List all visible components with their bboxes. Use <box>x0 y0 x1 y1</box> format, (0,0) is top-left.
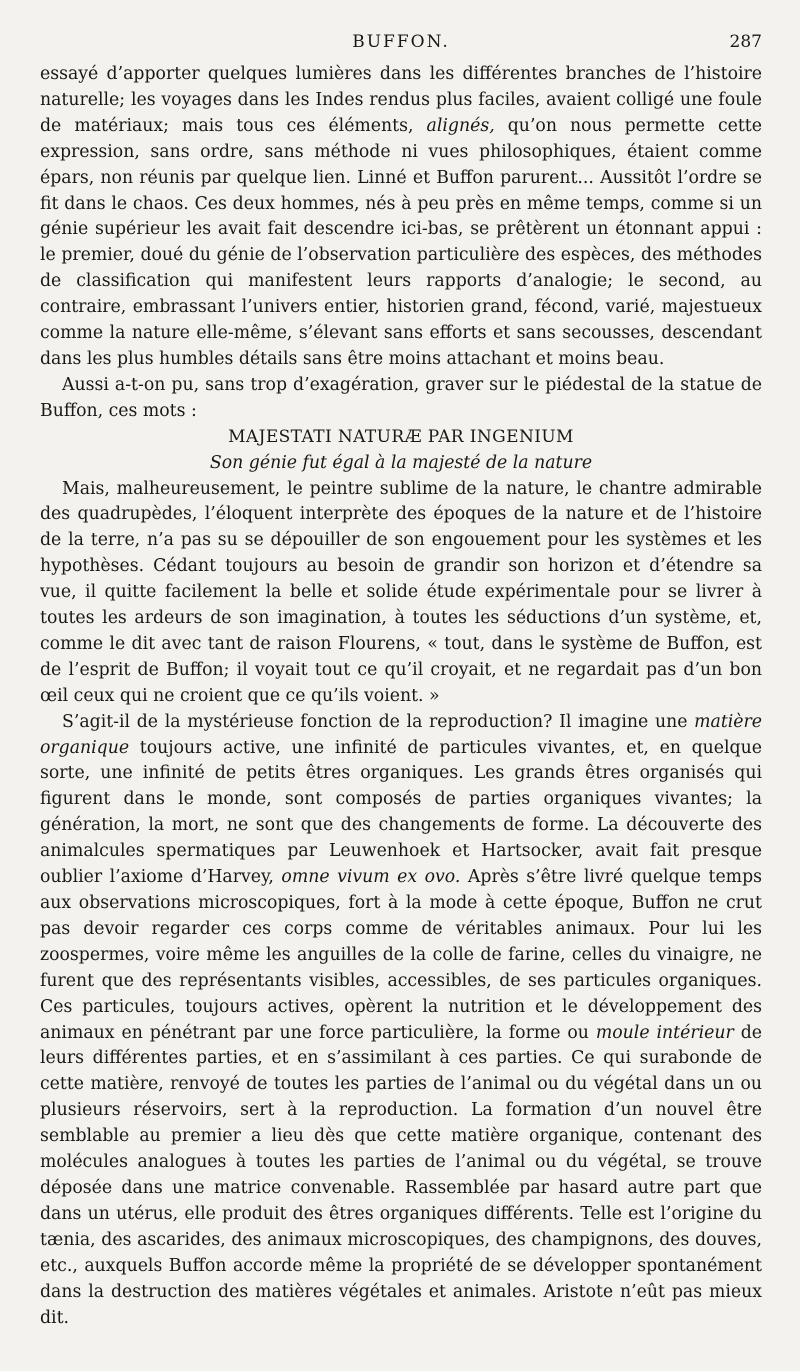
paragraph-4 <box>40 710 762 1332</box>
paragraph-4-emphasis-3: moule intérieur <box>595 1022 734 1043</box>
page-number: 287 <box>729 32 762 52</box>
paragraph-1-text-end: qu’on nous permette cette expression, sans ordre, sans méthode ni vues philosophiques, étaient comme épars, non réunis par quelque lien. Linné et Buffon parurent... Aussitôt l’ordre se fit dans le chaos. Ces deux hommes, nés à peu près en même temps, comme si un génie supérieur les avait fait descendre ici-bas, se prêtèrent un étonnant appui : le premier, doué du génie de l’observation particulière des espèces, des méthodes de classification qui manifestent leurs rapports d’analogie; le second, au contraire, embrassant l’univers entier, historien grand, fécond, varié, majestueux comme la nature elle-même, s’élevant sans efforts et sans secousses, descendant dans les plus humbles détails sans être moins attachant et moins beau. <box>40 115 762 369</box>
paragraph-1-emphasis: alignés, <box>426 115 495 136</box>
paragraph-4-text-a: S’agit-il de la mystérieuse fonction de la reproduction? Il imagine une <box>62 711 688 732</box>
paragraph-1 <box>40 62 762 373</box>
paragraph-2: Aussi a-t-on pu, sans trop d’exagération, graver sur le piédestal de la statue de Buffon, ces mots : <box>40 374 762 421</box>
motto-french: Son génie fut égal à la majesté de la nature <box>209 452 593 473</box>
paragraph-4-text-c: Après s’être livré quelque temps aux observations microscopiques, fort à la mode à cette époque, Buffon ne crut pas devoir regarder ces corps comme de véritables animaux. Pour lui les zoospermes, voire même les anguilles de la colle de farine, celles du vinaigre, ne furent que des représentants visibles, accessibles, de ses particules organiques. Ces particules, toujours actives, opèrent la nutrition et le développement des animaux en pénétrant par une force particulière, la forme ou <box>40 867 762 1043</box>
paragraph-3: Mais, malheureusement, le peintre sublime de la nature, le chantre admirable des quadrupèdes, l’éloquent interprète des époques de la nature et de l’histoire de la terre, n’a pas su se dépouiller de son engouement pour les systèmes et les hypothèses. Cédant toujours au besoin de grandir son horizon et d’étendre sa vue, il quitte facilement la belle et solide étude expérimentale pour se livrer à toutes les ardeurs de son imagination, à toutes les séductions d’un système, et, comme le dit avec tant de raison Flourens, « tout, dans le système de Buffon, est de l’esprit de Buffon; il voyait tout ce qu’il croyait, et ne regardait pas d’un bon œil ceux qui ne croient que ce qu’ils voient. » <box>40 478 762 706</box>
paragraph-1-text: essayé d’apporter quelques lumières dans les différentes branches de l’histoire naturelle; les voyages dans les Indes rendus plus faciles, avaient colligé une foule de matériaux; mais tous ces éléments, <box>40 64 762 136</box>
paragraph-4-emphasis-2: omne vivum ex ovo. <box>281 867 461 888</box>
body-text <box>40 62 762 1331</box>
paragraph-4-emphasis-1: matière organique <box>40 711 763 758</box>
running-head <box>40 32 762 58</box>
motto-latin: MAJESTATI NATURÆ PAR INGENIUM <box>228 426 574 447</box>
running-title: BUFFON. <box>352 32 450 52</box>
paragraph-4-text-b: toujours active, une infinité de particules vivantes, et, en quelque sorte, une infinité de petits êtres organiques. Les grands êtres organisés qui figurent dans le monde, sont composés de parties organiques vivantes; la génération, la mort, ne sont que des changements de forme. La découverte des animalcules spermatiques par Leuwenhoek et Hartsocker, avait fait presque oublier l’axiome d’Harvey, <box>40 737 762 888</box>
paragraph-4-text-d: de leurs différentes parties, et en s’assimilant à ces parties. Ce qui surabonde de cette matière, renvoyé de toutes les parties de l’animal ou du végétal dans un ou plusieurs réservoirs, sert à la reproduction. La formation d’un nouvel être semblable au premier a lieu dès que cette matière organique, contenant des molécules analogues à toutes les parties de l’animal ou du végétal, se trouve déposée dans une matrice convenable. Rassemblée par hasard autre part que dans un utérus, elle produit des êtres organiques différents. Telle est l’origine du tænia, des ascarides, des animaux microscopiques, des champignons, des douves, etc., auxquels Buffon accorde même la propriété de se développer spontanément dans la destruction des matières végétales et animales. Aristote n’eût pas mieux dit. <box>40 1022 762 1328</box>
